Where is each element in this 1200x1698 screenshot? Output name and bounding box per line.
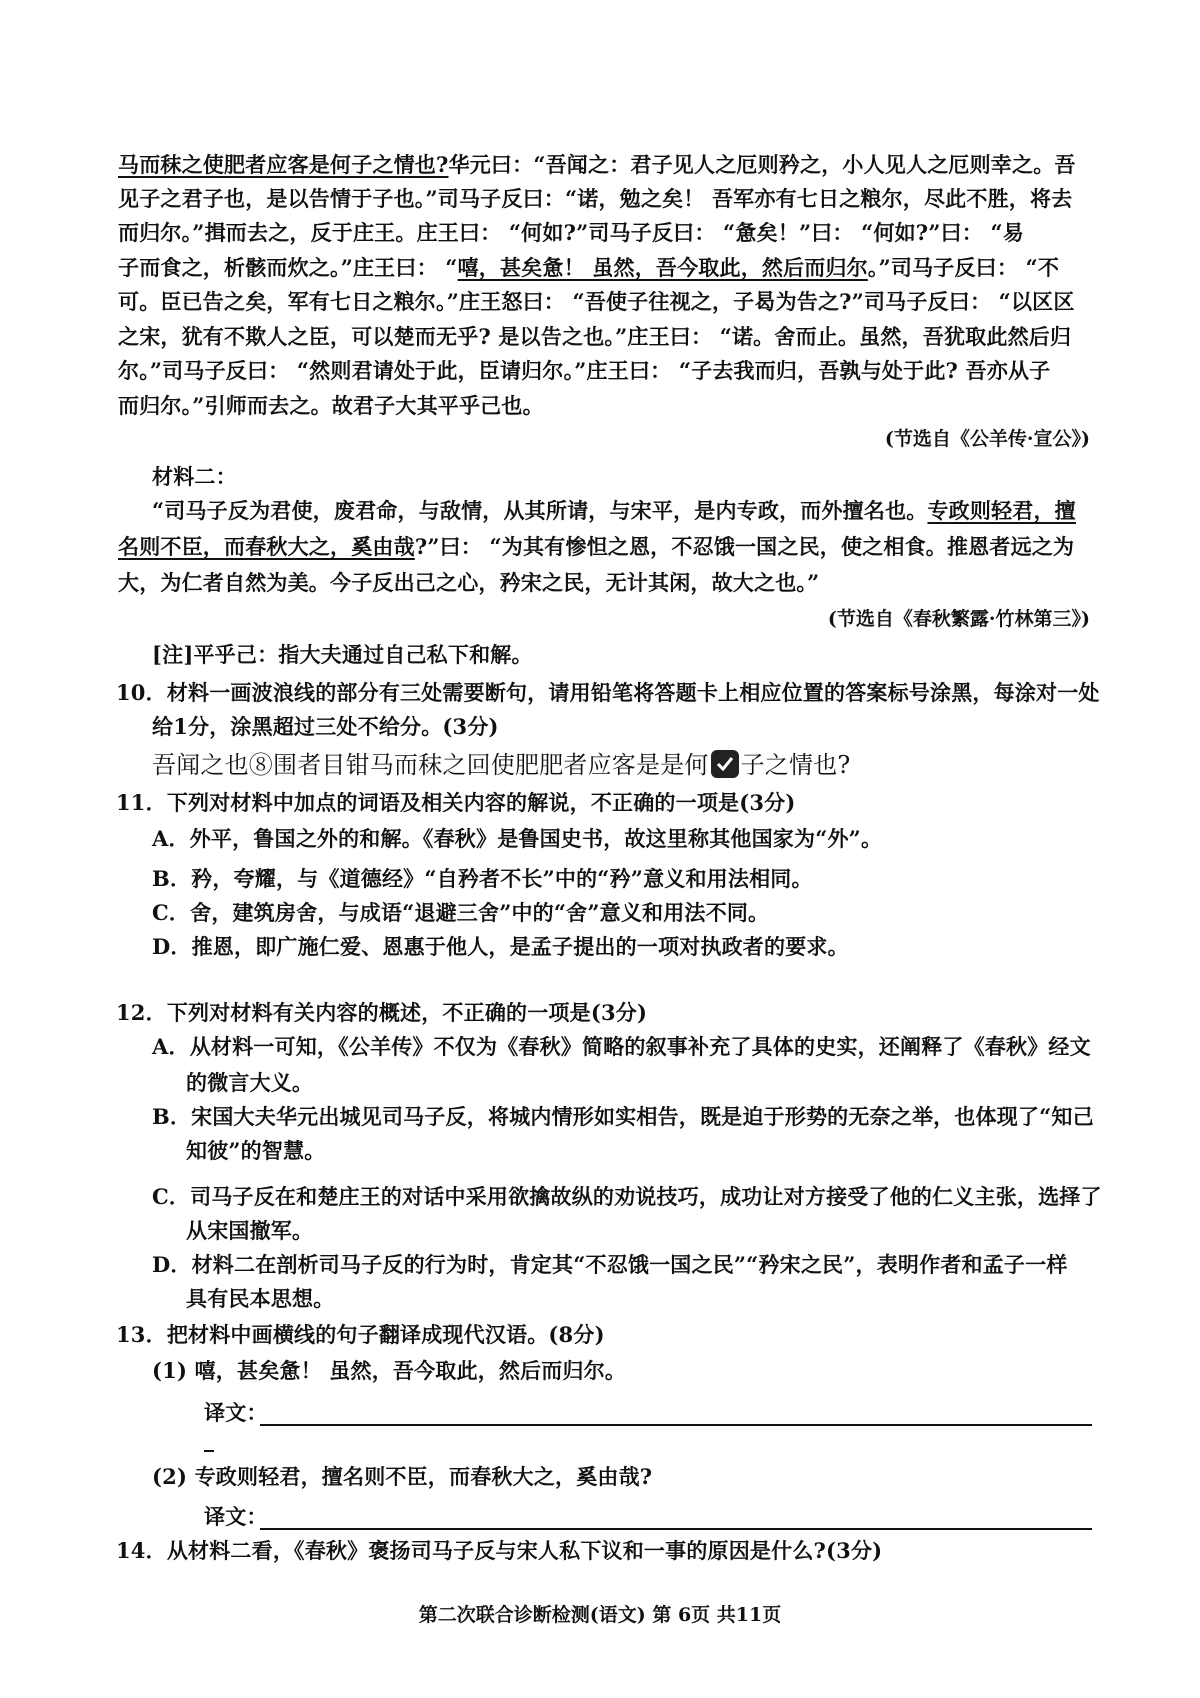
question-12-option-a: A．从材料一可知，《公羊传》不仅为《春秋》简略的叙事补充了具体的史实，还阐释了《春秋》经文 [152, 1034, 1091, 1059]
question-11-option-a: A．外平，鲁国之外的和解。《春秋》是鲁国史书，故这里称其他国家为“外”。 [152, 826, 883, 851]
question-12-option-d: D．材料二在剖析司马子反的行为时，肯定其“不忍饿一国之民”“矜宋之民”，表明作者和孟子一样 [152, 1252, 1068, 1277]
question-13-sentence-2: (2) 专政则轻君，擅名则不臣，而春秋大之，奚由哉? [152, 1464, 653, 1489]
underlined-sentence-1: 嘻，甚矣惫！ 虽然，吾今取此，然后而归尔 [457, 255, 868, 280]
translation-label-2: 译文： [204, 1504, 268, 1529]
material-2-line-2: 名则不臣，而春秋大之，奚由哉?”曰： “为其有惨怛之恩，不忍饿一国之民，使之相食。推恩者远之为 [118, 534, 1075, 559]
translation-answer-line-1[interactable] [260, 1424, 1092, 1426]
passage-line-8: 而归尔。”引师而去之。故君子大其平乎己也。 [118, 393, 544, 418]
stray-mark [204, 1450, 214, 1452]
underlined-phrase: 马而秣之使肥者应客是何子之情也? [118, 152, 449, 177]
question-11-option-c: C．舍，建筑房舍，与成语“退避三舍”中的“舍”意义和用法不同。 [152, 900, 770, 925]
question-14-stem: 14．从材料二看，《春秋》褒扬司马子反与宋人私下议和一事的原因是什么?(3分) [116, 1538, 883, 1563]
question-11-option-b: B．矜，夸耀，与《道德经》“自矜者不长”中的“矜”意义和用法相同。 [152, 866, 813, 891]
question-13-sentence-1: (1) 嘻，甚矣惫！ 虽然，吾今取此，然后而归尔。 [152, 1358, 627, 1383]
underlined-sentence-2a: 专政则轻君，擅 [927, 498, 1076, 523]
question-12-option-d-cont: 具有民本思想。 [186, 1286, 335, 1311]
passage-line-7: 尔。”司马子反曰： “然则君请处于此，臣请归尔。”庄王曰： “子去我而归，吾孰与处于此? 吾亦从子 [118, 358, 1051, 383]
question-12-option-b-cont: 知彼”的智慧。 [186, 1138, 326, 1163]
question-11-stem: 11．下列对材料中加点的词语及相关内容的解说，不正确的一项是(3分) [116, 790, 796, 815]
source-citation-2: (节选自《春秋繁露·竹林第三》) [827, 608, 1090, 630]
material-2-line-3: 大，为仁者自然为美。今子反出己之心，矜宋之民，无计其闲，故大之也。” [118, 570, 820, 595]
checkmark-icon [711, 750, 739, 778]
annotation-note: [注]平乎己：指大夫通过自己私下和解。 [152, 642, 533, 667]
question-12-option-b: B．宋国大夫华元出城见司马子反，将城内情形如实相告，既是迫于形势的无奈之举，也体现了“知己 [152, 1104, 1094, 1129]
question-12-stem: 12．下列对材料有关内容的概述，不正确的一项是(3分) [116, 1000, 648, 1025]
page-footer: 第二次联合诊断检测(语文) 第 6页 共11页 [418, 1604, 782, 1626]
passage-line-4: 子而食之，析骸而炊之。”庄王曰： “嘻，甚矣惫！ 虽然，吾今取此，然后而归尔。”司马子反曰： “不 [118, 255, 1060, 280]
passage-line-2: 见子之君子也，是以告情于子也。”司马子反曰：“诺，勉之矣！ 吾军亦有七日之粮尔，尽此不胜，将去 [118, 186, 1073, 211]
question-11-option-d: D．推恩，即广施仁爱、恩惠于他人，是孟子提出的一项对执政者的要求。 [152, 934, 849, 959]
translation-answer-line-2[interactable] [260, 1528, 1092, 1530]
source-citation-1: (节选自《公羊传·宣公》) [884, 428, 1090, 450]
passage-line-5: 可。臣已告之矣，军有七日之粮尔。”庄王怒曰： “吾使子往视之，子曷为告之?”司马子反曰： “以区区 [118, 289, 1075, 314]
question-10-stem: 10．材料一画波浪线的部分有三处需要断句，请用铅笔将答题卡上相应位置的答案标号涂黑，每涂对一处 [116, 680, 1100, 705]
passage-line-3: 而归尔。”揖而去之，反于庄王。庄王曰： “何如?”司马子反曰： “惫矣！”曰： “何如?”曰： “易 [118, 220, 1024, 245]
material-2-line-1: “司马子反为君使，废君命，与敌情，从其所请，与宋平，是内专政，而外擅名也。专政则轻君，擅 [152, 498, 1076, 523]
passage-line-1: 马而秣之使肥者应客是何子之情也?华元曰：“吾闻之：君子见人之厄则矜之，小人见人之厄则幸之。吾 [118, 152, 1076, 177]
question-10-stem-cont: 给1分，涂黑超过三处不给分。(3分) [152, 714, 499, 739]
passage-line-6: 之宋，犹有不欺人之臣，可以楚而无乎? 是以告之也。”庄王曰： “诺。舍而止。虽然，吾犹取此然后归 [118, 324, 1072, 349]
underlined-sentence-2b: 名则不臣，而春秋大之，奚由哉 [118, 534, 415, 559]
question-12-option-a-cont: 的微言大义。 [186, 1070, 314, 1095]
material-2-title: 材料二： [152, 464, 237, 489]
question-10-answer: 吾闻之也⑧围者目钳马而秣之回使肥肥者应客是是何 子之情也? [152, 751, 851, 779]
translation-label-1: 译文： [204, 1400, 268, 1425]
question-12-option-c: C．司马子反在和楚庄王的对话中采用欲擒故纵的劝说技巧，成功让对方接受了他的仁义主张，选择了 [152, 1184, 1102, 1209]
question-12-option-c-cont: 从宋国撤军。 [186, 1218, 314, 1243]
question-13-stem: 13．把材料中画横线的句子翻译成现代汉语。(8分) [116, 1322, 605, 1347]
